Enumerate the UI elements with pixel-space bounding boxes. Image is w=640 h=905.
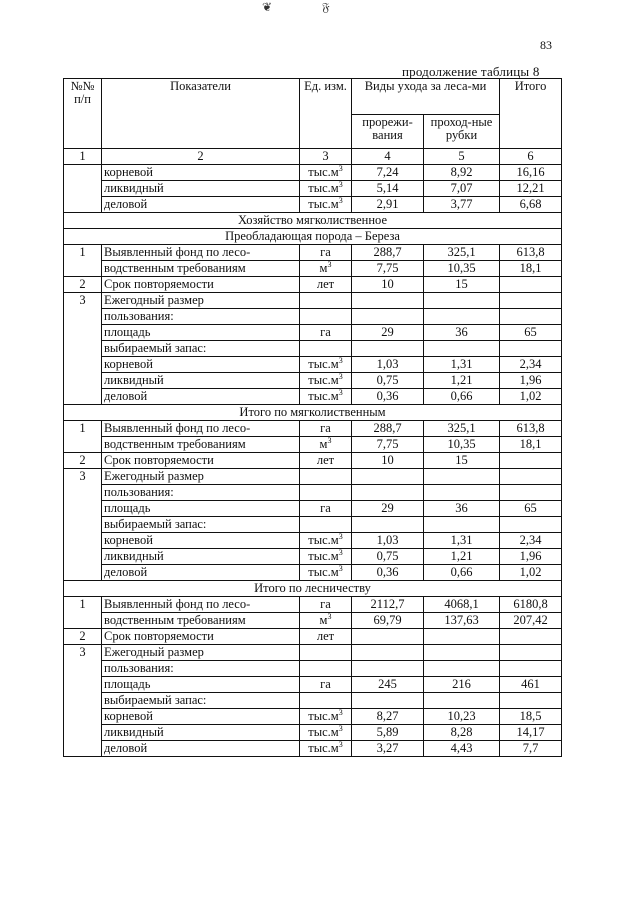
table-row bbox=[64, 469, 562, 485]
value-thinning: 5,89 bbox=[352, 725, 424, 741]
value-passage-cut bbox=[424, 629, 500, 645]
table-row bbox=[64, 261, 562, 277]
value-total: 1,02 bbox=[500, 565, 562, 581]
row-label: Ежегодный размер bbox=[102, 469, 300, 485]
row-label: деловой bbox=[102, 389, 300, 405]
table-row bbox=[64, 613, 562, 629]
row-unit: $тыс.м^3$ bbox=[300, 165, 352, 181]
row-label: Выявленный фонд по лесо- bbox=[102, 245, 300, 261]
row-label: Выявленный фонд по лесо- bbox=[102, 421, 300, 437]
value-thinning bbox=[352, 629, 424, 645]
row-label: выбираемый запас: bbox=[102, 517, 300, 533]
table-row bbox=[64, 245, 562, 261]
value-total: 1,96 bbox=[500, 373, 562, 389]
row-unit: $тыс.м^3$ bbox=[300, 357, 352, 373]
value-thinning: 69,79 bbox=[352, 613, 424, 629]
table-row bbox=[64, 373, 562, 389]
row-unit: $м^3$ bbox=[300, 613, 352, 629]
column-number: 2 bbox=[102, 149, 300, 165]
value-total: 1,02 bbox=[500, 389, 562, 405]
row-label: деловой bbox=[102, 565, 300, 581]
row-label: Ежегодный размер bbox=[102, 645, 300, 661]
value-thinning: 3,27 bbox=[352, 741, 424, 757]
table-row bbox=[64, 677, 562, 693]
scan-artifact-mark: ❦ bbox=[262, 0, 273, 14]
value-total: 2,34 bbox=[500, 533, 562, 549]
row-number: 2 bbox=[64, 453, 102, 469]
value-thinning: 0,36 bbox=[352, 389, 424, 405]
value-thinning: 1,03 bbox=[352, 357, 424, 373]
header-passage-cut-col: проход-ные рубки bbox=[424, 115, 500, 149]
value-passage-cut: 10,23 bbox=[424, 709, 500, 725]
row-unit: га bbox=[300, 597, 352, 613]
row-number: 1 bbox=[64, 597, 102, 629]
row-number: 1 bbox=[64, 421, 102, 453]
table-header-row bbox=[64, 79, 562, 115]
value-thinning: 2112,7 bbox=[352, 597, 424, 613]
row-unit: $м^3$ bbox=[300, 261, 352, 277]
value-thinning: 0,36 bbox=[352, 565, 424, 581]
value-total: 2,34 bbox=[500, 357, 562, 373]
page-number: 83 bbox=[540, 38, 552, 52]
row-unit: лет bbox=[300, 629, 352, 645]
section-title-row bbox=[64, 405, 562, 421]
row-number: 3 bbox=[64, 469, 102, 581]
value-total: 12,21 bbox=[500, 181, 562, 197]
row-number: 2 bbox=[64, 277, 102, 293]
row-label: ликвидный bbox=[102, 725, 300, 741]
value-passage-cut: 3,77 bbox=[424, 197, 500, 213]
row-unit: $тыс.м^3$ bbox=[300, 389, 352, 405]
value-total: 1,96 bbox=[500, 549, 562, 565]
row-label: ликвидный bbox=[102, 373, 300, 389]
table-row bbox=[64, 565, 562, 581]
value-passage-cut: 1,21 bbox=[424, 549, 500, 565]
value-thinning: 1,03 bbox=[352, 533, 424, 549]
table-row bbox=[64, 661, 562, 677]
row-label: выбираемый запас: bbox=[102, 693, 300, 709]
value-total: 18,1 bbox=[500, 437, 562, 453]
row-label: корневой bbox=[102, 165, 300, 181]
value-thinning: 29 bbox=[352, 501, 424, 517]
row-label: Ежегодный размер bbox=[102, 293, 300, 309]
row-unit: га bbox=[300, 325, 352, 341]
row-label: ликвидный bbox=[102, 549, 300, 565]
table-row bbox=[64, 437, 562, 453]
value-thinning: 0,75 bbox=[352, 373, 424, 389]
value-passage-cut: 8,92 bbox=[424, 165, 500, 181]
row-label: деловой bbox=[102, 197, 300, 213]
row-label: пользования: bbox=[102, 661, 300, 677]
value-total: 18,1 bbox=[500, 261, 562, 277]
value-passage-cut: 36 bbox=[424, 325, 500, 341]
value-passage-cut: 325,1 bbox=[424, 245, 500, 261]
value-passage-cut: 216 bbox=[424, 677, 500, 693]
row-number: 2 bbox=[64, 629, 102, 645]
row-unit: га bbox=[300, 245, 352, 261]
table-row bbox=[64, 629, 562, 645]
value-thinning: 288,7 bbox=[352, 245, 424, 261]
value-total: 14,17 bbox=[500, 725, 562, 741]
table-row bbox=[64, 325, 562, 341]
table-row bbox=[64, 549, 562, 565]
row-unit: $тыс.м^3$ bbox=[300, 197, 352, 213]
table-row bbox=[64, 181, 562, 197]
column-number: 4 bbox=[352, 149, 424, 165]
row-unit: $тыс.м^3$ bbox=[300, 565, 352, 581]
row-label: водственным требованиям bbox=[102, 261, 300, 277]
table-row bbox=[64, 693, 562, 709]
section-title-row bbox=[64, 213, 562, 229]
table-row bbox=[64, 389, 562, 405]
column-number: 6 bbox=[500, 149, 562, 165]
row-label: Выявленный фонд по лесо- bbox=[102, 597, 300, 613]
header-care-types: Виды ухода за леса-ми bbox=[352, 79, 500, 115]
value-passage-cut: 325,1 bbox=[424, 421, 500, 437]
value-thinning: 7,75 bbox=[352, 437, 424, 453]
table-row bbox=[64, 197, 562, 213]
table-row bbox=[64, 709, 562, 725]
row-label: Срок повторяемости bbox=[102, 629, 300, 645]
row-label: водственным требованиям bbox=[102, 437, 300, 453]
row-unit: лет bbox=[300, 277, 352, 293]
row-unit: $м^3$ bbox=[300, 437, 352, 453]
value-passage-cut: 4,43 bbox=[424, 741, 500, 757]
row-label: Срок повторяемости bbox=[102, 277, 300, 293]
row-unit: га bbox=[300, 677, 352, 693]
table-row bbox=[64, 165, 562, 181]
column-numbers-row bbox=[64, 149, 562, 165]
header-unit-col: Ед. изм. bbox=[300, 79, 352, 149]
table-row bbox=[64, 485, 562, 501]
table-row bbox=[64, 501, 562, 517]
value-passage-cut: 1,21 bbox=[424, 373, 500, 389]
value-thinning: 288,7 bbox=[352, 421, 424, 437]
value-thinning: 10 bbox=[352, 277, 424, 293]
value-total: 6180,8 bbox=[500, 597, 562, 613]
value-passage-cut: 137,63 bbox=[424, 613, 500, 629]
value-total: 65 bbox=[500, 325, 562, 341]
row-label: деловой bbox=[102, 741, 300, 757]
row-unit: $тыс.м^3$ bbox=[300, 549, 352, 565]
value-passage-cut: 1,31 bbox=[424, 357, 500, 373]
table-row bbox=[64, 533, 562, 549]
table-row bbox=[64, 453, 562, 469]
section-title: Итого по лесничеству bbox=[64, 581, 562, 597]
value-passage-cut: 7,07 bbox=[424, 181, 500, 197]
table-row bbox=[64, 645, 562, 661]
value-passage-cut: 1,31 bbox=[424, 533, 500, 549]
value-thinning: 7,75 bbox=[352, 261, 424, 277]
table-row bbox=[64, 597, 562, 613]
row-label: площадь bbox=[102, 501, 300, 517]
table-row bbox=[64, 741, 562, 757]
table-row bbox=[64, 341, 562, 357]
value-total: 65 bbox=[500, 501, 562, 517]
value-thinning: 2,91 bbox=[352, 197, 424, 213]
value-total: 7,7 bbox=[500, 741, 562, 757]
row-unit: $тыс.м^3$ bbox=[300, 709, 352, 725]
value-passage-cut: 0,66 bbox=[424, 389, 500, 405]
row-unit: га bbox=[300, 421, 352, 437]
header-thinning-col: прорежи-вания bbox=[352, 115, 424, 149]
value-passage-cut: 8,28 bbox=[424, 725, 500, 741]
forest-care-table bbox=[63, 78, 562, 757]
value-thinning: 8,27 bbox=[352, 709, 424, 725]
value-passage-cut: 10,35 bbox=[424, 437, 500, 453]
table-row bbox=[64, 725, 562, 741]
row-number: 3 bbox=[64, 293, 102, 405]
scan-artifact-mark: 𝔉 bbox=[322, 0, 330, 14]
value-passage-cut: 0,66 bbox=[424, 565, 500, 581]
row-number: 3 bbox=[64, 645, 102, 757]
row-label: ликвидный bbox=[102, 181, 300, 197]
value-total: 613,8 bbox=[500, 421, 562, 437]
section-title: Хозяйство мягколиственное bbox=[64, 213, 562, 229]
section-subtitle: Преобладающая порода – Береза bbox=[64, 229, 562, 245]
row-unit: $тыс.м^3$ bbox=[300, 741, 352, 757]
table-row bbox=[64, 277, 562, 293]
row-label: пользования: bbox=[102, 485, 300, 501]
section-title-row bbox=[64, 581, 562, 597]
value-thinning: 10 bbox=[352, 453, 424, 469]
table-continuation-caption: продолжение таблицы 8 bbox=[402, 64, 540, 79]
row-unit: га bbox=[300, 501, 352, 517]
row-unit: $тыс.м^3$ bbox=[300, 533, 352, 549]
value-thinning: 7,24 bbox=[352, 165, 424, 181]
table-row bbox=[64, 421, 562, 437]
section-subtitle-row bbox=[64, 229, 562, 245]
table-row bbox=[64, 517, 562, 533]
row-unit: $тыс.м^3$ bbox=[300, 725, 352, 741]
table-row bbox=[64, 293, 562, 309]
column-number: 1 bbox=[64, 149, 102, 165]
row-label: корневой bbox=[102, 357, 300, 373]
value-thinning: 5,14 bbox=[352, 181, 424, 197]
value-total: 207,42 bbox=[500, 613, 562, 629]
column-number: 5 bbox=[424, 149, 500, 165]
row-label: выбираемый запас: bbox=[102, 341, 300, 357]
value-total: 6,68 bbox=[500, 197, 562, 213]
row-number: 1 bbox=[64, 245, 102, 277]
value-thinning: 29 bbox=[352, 325, 424, 341]
value-total: 16,16 bbox=[500, 165, 562, 181]
header-total-col: Итого bbox=[500, 79, 562, 149]
row-label: Срок повторяемости bbox=[102, 453, 300, 469]
value-total: 613,8 bbox=[500, 245, 562, 261]
value-passage-cut: 36 bbox=[424, 501, 500, 517]
value-thinning: 245 bbox=[352, 677, 424, 693]
row-label: площадь bbox=[102, 677, 300, 693]
value-total: 18,5 bbox=[500, 709, 562, 725]
section-title: Итого по мягколиственным bbox=[64, 405, 562, 421]
row-unit: $тыс.м^3$ bbox=[300, 373, 352, 389]
value-thinning: 0,75 bbox=[352, 549, 424, 565]
value-total: 461 bbox=[500, 677, 562, 693]
row-label: водственным требованиям bbox=[102, 613, 300, 629]
table-row bbox=[64, 357, 562, 373]
row-label: пользования: bbox=[102, 309, 300, 325]
header-number-col: №№ п/п bbox=[64, 79, 102, 149]
row-label: площадь bbox=[102, 325, 300, 341]
header-indicator-col: Показатели bbox=[102, 79, 300, 149]
value-passage-cut: 15 bbox=[424, 277, 500, 293]
value-passage-cut: 10,35 bbox=[424, 261, 500, 277]
table-row bbox=[64, 309, 562, 325]
row-label: корневой bbox=[102, 533, 300, 549]
row-unit: лет bbox=[300, 453, 352, 469]
row-label: корневой bbox=[102, 709, 300, 725]
column-number: 3 bbox=[300, 149, 352, 165]
value-passage-cut: 15 bbox=[424, 453, 500, 469]
value-passage-cut: 4068,1 bbox=[424, 597, 500, 613]
row-unit: $тыс.м^3$ bbox=[300, 181, 352, 197]
